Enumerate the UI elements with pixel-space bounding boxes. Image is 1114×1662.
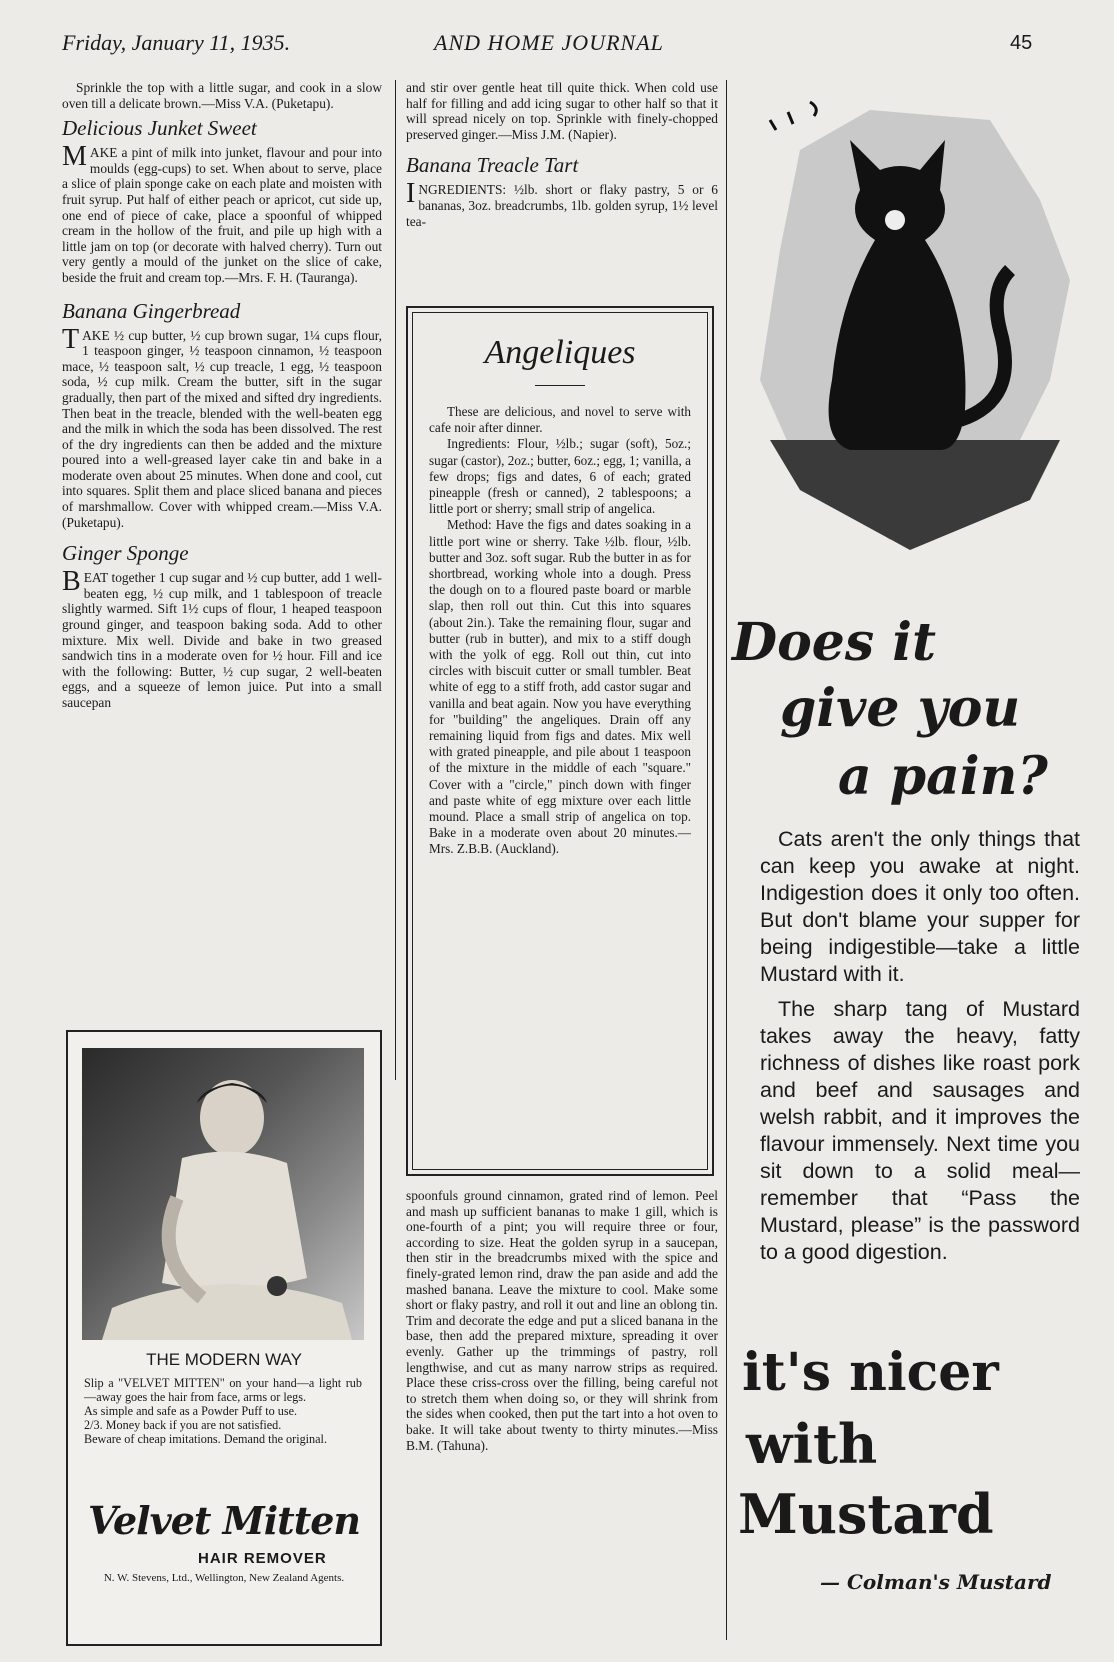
column-2-bottom [406, 1188, 718, 1453]
dropcap: M [62, 141, 87, 173]
ad-line: As simple and safe as a Powder Puff to use. [84, 1404, 298, 1418]
angeliques-title: Angeliques [484, 334, 636, 371]
product-name: HAIR REMOVER [198, 1550, 327, 1567]
title-rule [535, 385, 585, 386]
column-rule-2 [726, 80, 727, 1640]
recipe-body-ginger-sponge: EAT together 1 cup sugar and ½ cup butter, add 1 well-beaten egg, ½ cup milk, and 1 tablespoon of treacle slightly warmed. Sift 1½ cups of flour, 1 heaped teaspoon ground ginger, and teaspoon baking soda. Add to other mixture. Mix well. Divide and bake in two greased sandwich tins in a moderate oven for ½ hour. Fill and ice with the following: Butter, ½ cup sugar, 2 well-beaten eggs, and a squeeze of lemon juice. Put into a small saucepan [62, 570, 382, 710]
ad-line: 2/3. Money back if you are not satisfied. [84, 1418, 282, 1432]
tagline-line-1: it's nicer [742, 1342, 999, 1403]
journal-title: AND HOME JOURNAL [434, 30, 664, 55]
headline-line-1: Does it [732, 612, 937, 673]
col2-top-text: and stir over gentle heat till quite thick. When cold use half for filling and add icing sugar to other half so that it will spread nicely on top. Sprinkle with finely-chopped preserved ginger.—Miss J.M. (Napier). [406, 80, 718, 142]
velvet-mitten-logo: Velvet Mitten [88, 1498, 361, 1543]
angeliques-inner [412, 312, 708, 1170]
ad-paragraph-1: Cats aren't the only things that can keep you awake at night. Indigestion does it only too often. But don't blame your supper for being indigestible—take a little Mustard with it. [760, 827, 1080, 986]
headline-line-2: give you [780, 678, 1021, 739]
angeliques-ingredients: Ingredients: Flour, ½lb.; sugar (soft), 5oz.; sugar (castor), 2oz.; butter, 6oz.; egg, 1; vanilla, a few drops; figs and dates, 6 of each; grated pineapple (fresh or canned), 2 tablespoons; a little port or sherry; small strip of angelica. [429, 436, 691, 517]
woman-illustration [82, 1048, 364, 1340]
headline-line-3: a pain? [838, 746, 1048, 807]
black-cat-illustration [740, 80, 1090, 550]
velvet-mitten-ad [66, 1030, 382, 1646]
dropcap: B [62, 566, 81, 598]
recipe-body-gingerbread: AKE ½ cup butter, ½ cup brown sugar, 1¼ cups flour, 1 teaspoon ginger, ½ teaspoon cinnamon, ½ teaspoon mace, ½ teaspoon salt, ½ cup treacle, 1 egg, ½ teaspoon soda, ½ cup milk. Cream the butter, sift in the sugar gradually, then part of the mixed and sifted dry ingredients. Then beat in the treacle, blended with the well-beaten egg and the milk in which the soda has been dissolved. The rest of the dry ingredients can then be added and the mixture poured into a well-greased layer cake tin and bake in a moderate oven about 25 minutes. When done and cool, cut into squares. Split them and place sliced banana and pieces of marshmallow. Cover with whipped cream.—Miss V.A. (Puketapu). [62, 327, 382, 530]
ad-caption: THE MODERN WAY [146, 1350, 302, 1369]
column-1 [62, 80, 382, 711]
dropcap: T [62, 323, 80, 355]
agents-text: N. W. Stevens, Ltd., Wellington, New Zealand Agents. [103, 1572, 345, 1584]
mustard-ad [732, 80, 1090, 1650]
column-2-top [406, 80, 718, 229]
angeliques-text [429, 404, 691, 858]
woman-photo [82, 1048, 364, 1340]
page-number: 45 [1010, 32, 1033, 54]
intro-text: Sprinkle the top with a little sugar, and cook in a slow oven till a delicate brown.—Miss V.A. (Puketapu). [62, 80, 382, 111]
ad-copy [84, 1376, 362, 1446]
ad-paragraph-2: The sharp tang of Mustard takes away the heavy, fatty richness of dishes like roast pork and beef and sausages and welsh rabbit, and it improves the flavour immensely. Next time you sit down to a solid meal—remember that “Pass the Mustard, please” is the password to a good digestion. [760, 997, 1080, 1264]
column-rule-1 [395, 80, 396, 1080]
dropcap: I [406, 178, 416, 210]
recipe-title-junket: Delicious Junket Sweet [62, 116, 257, 141]
angeliques-intro: These are delicious, and novel to serve with cafe noir after dinner. [429, 404, 691, 436]
colmans-signature: — Colman's Mustard [820, 1570, 1052, 1594]
recipe-body-junket: AKE a pint of milk into junket, flavour and pour into moulds (egg-cups) to set. When about to serve, place a slice of plain sponge cake on each plate and moisten with fruit syrup. Put half of either peach or apricot, cut side up, one end of piece of cake, place a spoonful of whipped cream in the hollow of the fruit, and pile up high with a little jam on top (or decorate with halved cherry). Turn out very gently a mould of the junket on the slice of cake, beside the fruit and cream top.—Mrs. F. H. (Tauranga). [62, 145, 382, 285]
recipe-body-banana-tart: NGREDIENTS: ½lb. short or flaky pastry, 5 or 6 bananas, 3oz. breadcrumbs, 1lb. golden syrup, 1½ level tea- [406, 182, 718, 229]
ad-body [760, 826, 1080, 1274]
col2-bottom-text: spoonfuls ground cinnamon, grated rind of lemon. Peel and mash up sufficient bananas to make 1 gill, which is one-fourth of a pint; you will require three or four, according to size. Heat the golden syrup in a saucepan, then stir in the breadcrumbs mixed with the spice and finely-grated lemon rind, draw the pan aside and add the mashed banana. Leave the mixture to cool. Make some short or flaky pastry, and roll it out and line an oblong tin. Trim and decorate the edge and put a sliced banana in the base, then add the prepared mixture, spreading it over evenly. Gather up the trimmings of pastry, roll lengthwise, and cut as many narrow strips as required. Place these criss-cross over the filling, being careful not to stretch them when doing so, or they will shrink from the sides when cooked, then put the tart into a hot oven to bake. It will take about twenty to thirty minutes.—Miss B.M. (Tahuna). [406, 1188, 718, 1453]
angeliques-box [406, 306, 714, 1176]
recipe-title-gingerbread: Banana Gingerbread [62, 298, 241, 323]
ad-line: Beware of cheap imitations. Demand the original. [84, 1432, 327, 1446]
recipe-title-banana-tart: Banana Treacle Tart [406, 153, 579, 178]
tagline-line-2: with [746, 1412, 878, 1476]
tagline-line-3: Mustard [738, 1482, 994, 1546]
ad-line: Slip a "VELVET MITTEN" on your hand—a light rub—away goes the hair from face, arms or legs. [84, 1376, 362, 1404]
angeliques-method: Method: Have the figs and dates soaking in a little port wine or sherry. Take ½lb. flour, ½lb. butter and 3oz. soft sugar. Rub the butter in as for shortbread, working whole into a dough. Press the dough on to a floured paste board or marble slap, then roll out thin. Cut this into squares (about 2in.). Take the remaining flour, sugar and butter (rub in butter), and mix to a stiff dough with the yolk of egg. Roll out thin, cut into circles with biscuit cutter or small tumbler. Beat white of egg to a stiff froth, add castor sugar and vanilla and beat again. Now you have everything for "building" the angeliques. Drain off any remaining liquid from figs and dates. Mix well with grated pineapple, and pile about 1 teaspoon of the mixture in the middle of each "square." Cover with a "circle," pinch down with finger and paste white of egg mixture over each little mound. Place a small strip of angelica on top. Bake in a moderate oven about 20 minutes.—Mrs. Z.B.B. (Auckland). [429, 517, 691, 857]
recipe-title-ginger-sponge: Ginger Sponge [62, 541, 189, 566]
issue-date: Friday, January 11, 1935. [62, 30, 291, 55]
